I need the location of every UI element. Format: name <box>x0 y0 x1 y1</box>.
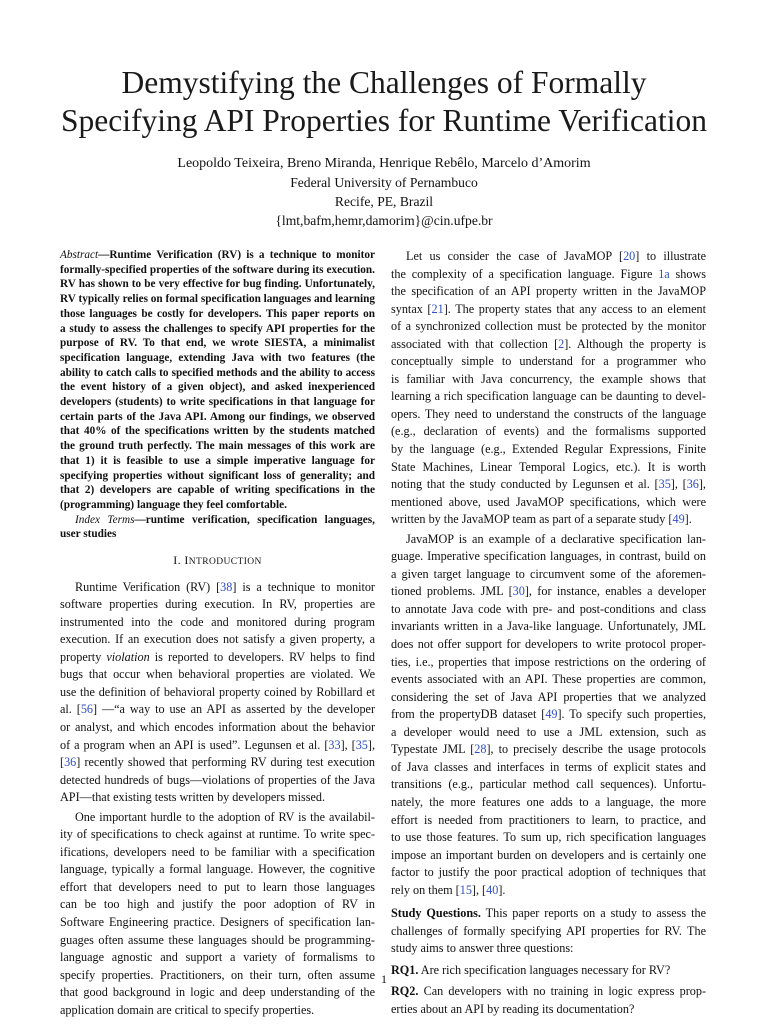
text-line: Study Questions. This paper reports on a study to assess the <box>391 906 706 921</box>
text-line: study aims to answer three questions: <box>391 941 574 956</box>
text-line: that good background in logic and deep understanding of the <box>60 985 375 1000</box>
text-line: written by the JavaMOP team as part of a separate study [49]. <box>391 512 692 527</box>
text-line: ifications, developers need to be familiar with a specification <box>60 844 375 859</box>
text-line: a given target language to circumvent some of the aforemen- <box>391 566 706 581</box>
abstract-line: specification language, extending Java with two features (the <box>60 351 375 364</box>
text-line: detected hundreds of bugs—violations of properties of the Java <box>60 772 375 787</box>
text-line: language, typically a formal language. However, the cognitive <box>60 862 375 877</box>
text-line: ity of specifications to check against at runtime. To write spec- <box>60 827 375 842</box>
text-line: instrumented into the code and monitored during program <box>60 614 375 629</box>
text-line: is familiar with Java concurrency, the example shows that <box>391 371 706 386</box>
abstract-line: (programming) language they feel comfortable. <box>60 498 287 511</box>
text-line: (e.g., declaration of events) and the formalisms supported <box>391 424 706 439</box>
abstract-line: those languages be costly for developers. This paper reports on <box>60 307 375 320</box>
text-line: the specification of an API property written in the JavaMOP <box>391 284 706 299</box>
text-line: Typestate JML [28], to precisely describe the usage protocols <box>391 742 706 757</box>
right-column <box>391 248 706 1019</box>
text-line: execution. If an execution does not satisfy a given property, a <box>60 632 375 647</box>
abstract-line: formally-specified properties of the software during its execution. <box>60 263 375 276</box>
text-line: rely on them [15], [40]. <box>391 882 506 897</box>
left-column <box>60 248 375 1019</box>
rq1-line: RQ1. Are rich specification languages necessary for RV? <box>391 962 671 977</box>
text-line: specify properties. Practitioners, on their turn, often assume <box>60 967 375 982</box>
text-line: effort that developers need to put to learn those languages <box>60 879 375 894</box>
text-line: JavaMOP is an example of a declarative specification lan- <box>406 531 706 546</box>
text-line: API—that existing tests written by developers missed. <box>60 790 326 805</box>
abstract-line: a study to assess the challenges to specify API properties for the <box>60 322 375 335</box>
abstract-line: ability to catch calls to specified methods and the ability to access <box>60 366 375 379</box>
author-names: Leopoldo Teixeira, Breno Miranda, Henrique Rebêlo, Marcelo d’Amorim <box>177 156 591 171</box>
abstract <box>60 248 375 542</box>
section-heading-introduction: I. INTRODUCTION <box>173 553 262 568</box>
text-line: guages often assume these languages should be programming- <box>60 932 375 947</box>
text-line: factor to justify the poor practical adoption of techniques that <box>391 865 706 880</box>
text-line: of a synchronized collection must be protected by the monitor <box>391 319 706 334</box>
text-line: bugs that occur when behavioral properties are violated. We <box>60 667 375 682</box>
text-line: the complexity of a specification language. Figure 1a shows <box>391 266 707 281</box>
text-line: syntax [21]. The property states that any access to an element <box>391 301 706 316</box>
rq2-line: RQ2. Can developers with no training in logic express prop- <box>391 984 706 999</box>
author-affiliation: Federal University of Pernambuco <box>290 175 478 190</box>
text-line: Runtime Verification (RV) [38] is a technique to monitor <box>75 579 375 594</box>
text-line: use the definition of behavioral property coined by Robillard et <box>60 684 375 699</box>
text-line: noting that the study conducted by Legunsen et al. [35], [36], <box>391 477 706 492</box>
rq2-label: RQ2. <box>391 984 419 999</box>
study-questions <box>391 905 706 1018</box>
text-line: application domain are critical to specify properties. <box>60 1002 315 1017</box>
text-line: al. [56] —“a way to use an API as asserted by the developer <box>60 702 376 717</box>
abstract-line: that 1) it is feasible to use a simple imperative language for <box>60 454 375 467</box>
index-terms-line: Index Terms—runtime verification, specification languages, <box>75 513 375 526</box>
text-line: transitions (e.g., particular method call sequences). Unfortu- <box>391 777 706 792</box>
text-line: by the language (e.g., Extended Regular Expressions, Finite <box>391 442 706 457</box>
text-line: from the propertyDB dataset [49]. To specify such properties, <box>391 707 706 722</box>
text-line: Software Engineering practice. Designers of specification lan- <box>60 915 375 929</box>
text-line: tioned problems. JML [30], for instance, enables a developer <box>391 584 707 599</box>
abstract-line: RV typically relies on formal specification languages and learning <box>60 293 375 306</box>
abstract-line: the ground truth perfectly. The main messages of this work are <box>60 440 375 453</box>
text-line: [36] recently showed that performing RV during test execution <box>60 755 375 770</box>
text-line: software properties during execution. In RV, properties are <box>60 597 375 612</box>
index-terms-line: user studies <box>60 528 117 541</box>
abstract-line: specifying properties without significant loss of generality; and <box>60 469 375 482</box>
text-line: of a program when an API is used”. Legunsen et al. [33], [35], <box>60 737 375 752</box>
text-line: nately, the more features one adds to a language, the more <box>391 794 706 809</box>
text-line: to use those features. To sum up, rich specification languages <box>391 830 706 845</box>
right-paragraph-2 <box>391 531 706 899</box>
author-block <box>0 154 768 230</box>
text-line: considering the set of Java API properties that we analyzed <box>391 689 706 704</box>
text-line: ties, i.e., properties that impose restrictions on the ordering of <box>391 654 706 669</box>
abstract-line: RV has shown to be very effective for bug finding. Unfortunately, <box>60 278 375 291</box>
intro-paragraph-2 <box>60 809 375 1020</box>
author-location: Recife, PE, Brazil <box>334 194 434 209</box>
text-line: events associated with an API. These properties are common, <box>391 672 706 687</box>
abstract-line: Abstract—Runtime Verification (RV) is a technique to monitor <box>60 249 375 261</box>
abstract-label: Abstract <box>60 249 99 261</box>
text-line: invariants written in a Java-like language. Unfortunately, JML <box>391 619 706 634</box>
title-line-2: Specifying API Properties for Runtime Verification <box>61 103 707 138</box>
text-line: property violation is reported to developers. RV helps to find <box>60 649 375 664</box>
intro-paragraph-1 <box>60 579 375 807</box>
text-line: challenges of formally specifying API properties for RV. The <box>391 923 706 938</box>
text-line: or analyst, and which encodes information about the behavior <box>60 719 375 734</box>
paper-title <box>0 64 768 140</box>
title-line-1: Demystifying the Challenges of Formally <box>121 65 647 100</box>
abstract-line: that 2) developers are capable of writing specifications in the <box>60 484 375 497</box>
abstract-line: the event history of a given object), and asked inexperienced <box>60 381 375 394</box>
text-line: One important hurdle to the adoption of RV is the availabil- <box>75 809 375 824</box>
text-line: guage. Imperative specification languages, in contrast, build on <box>391 549 706 564</box>
text-line: effort is needed from practitioners to learn, to practice, and <box>391 812 706 827</box>
page-number: 1 <box>381 972 387 986</box>
text-line: impose an important burden on developers and is certainly one <box>391 847 706 862</box>
abstract-line: that 40% of the specifications written by the students matched <box>60 425 375 438</box>
rq1-label: RQ1. <box>391 962 419 977</box>
text-line: to annotate Java code with pre- and post-conditions and class <box>391 601 706 616</box>
text-line: State Machines, Linear Temporal Logics, etc.). It is worth <box>391 459 706 474</box>
author-email: {lmt,bafm,hemr,damorim}@cin.ufpe.br <box>275 213 493 228</box>
abstract-line: developers (students) to write specifications in that language for <box>60 396 375 409</box>
right-paragraph-1 <box>391 248 706 529</box>
index-terms-label: Index Terms <box>75 513 135 526</box>
text-line: Let us consider the case of JavaMOP [20] to illustrate <box>406 249 707 263</box>
study-questions-label: Study Questions. <box>391 906 481 921</box>
abstract-line: purpose of RV. To that end, we wrote SIESTA, a minimalist <box>60 337 375 350</box>
text-line: opers. They need to understand the constructs of the language <box>391 406 706 421</box>
text-line: language agnostic and support a variety of formalisms to <box>60 950 375 965</box>
text-line: associated with that collection [2]. Although the property is <box>391 336 707 351</box>
text-line: learning a rich specification language can be daunting to devel- <box>391 389 706 404</box>
text-line: mentioned above, used JavaMOP specifications, which were <box>391 494 706 509</box>
rq2-line: erties about an API by reading its documentation? <box>391 1001 635 1016</box>
text-line: of Java classes and interfaces in terms of explicit states and <box>391 759 706 774</box>
text-line: a developer would need to use a JML extension, such as <box>391 724 706 739</box>
text-line: conceptually simple to understand for a programmer who <box>391 354 706 369</box>
text-line: can be too high and justify the poor adoption of RV in <box>60 897 375 912</box>
text-line: does not offer support for developers to write protocol proper- <box>391 637 706 652</box>
abstract-line: certain parts of the Java API. Among our findings, we observed <box>60 410 375 423</box>
